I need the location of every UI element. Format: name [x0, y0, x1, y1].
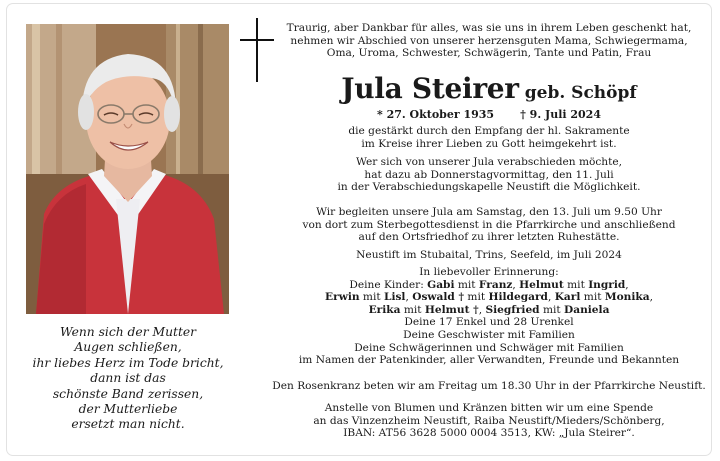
intro-text	[268, 22, 710, 60]
birth-date: * 27. Oktober 1935	[376, 108, 495, 121]
text-span: ,	[512, 278, 520, 291]
rosary-text: Den Rosenkranz beten wir am Freitag um 18.30 Uhr in der Pfarrkirche Neustift.	[272, 380, 706, 392]
child-name: Ingrid	[588, 278, 626, 291]
family-section	[268, 266, 710, 367]
child-name: Lisl	[384, 291, 406, 304]
farewell-paragraph	[268, 156, 710, 194]
text-span: ,	[649, 291, 653, 304]
text-span: mit	[464, 291, 489, 304]
child-name: Helmut †	[424, 303, 479, 316]
child-name: Daniela	[564, 303, 610, 316]
children-line	[268, 279, 710, 292]
text-line: auf den Ortsfriedhof zu ihrer letzten Ruhestätte.	[358, 231, 620, 244]
child-name: Karl	[554, 291, 581, 304]
text-span: Deine Kinder:	[349, 278, 428, 291]
donation-notice	[268, 402, 710, 440]
siblings-line: Deine Geschwister mit Familien	[403, 328, 575, 341]
poem-line: schönste Band zerissen,	[52, 386, 204, 401]
grandchildren-line: Deine 17 Enkel und 28 Urenkel	[404, 316, 574, 329]
children-line	[268, 291, 710, 304]
poem-line: Wenn sich der Mutter	[59, 325, 197, 339]
deceased-name	[268, 72, 710, 110]
poem-line: ihr liebes Herz im Tode bricht,	[32, 355, 224, 370]
text-line: Anstelle von Blumen und Kränzen bitten wir um eine Spende	[324, 402, 654, 414]
text-span: ,	[478, 303, 486, 316]
intro-line: Oma, Uroma, Schwester, Schwägerin, Tante und Patin, Frau	[326, 47, 652, 60]
text-line: im Kreise ihrer Lieben zu Gott heimgekehrt ist.	[361, 137, 617, 150]
child-name: Franz	[478, 278, 513, 291]
life-dates	[268, 108, 710, 121]
intro-line: nehmen wir Abschied von unserer herzensguten Mama, Schwiegermama,	[290, 34, 688, 47]
child-name: Monika	[604, 291, 650, 304]
text-span: ,	[547, 291, 555, 304]
intro-line: Traurig, aber Dankbar für alles, was sie uns in ihrem Leben geschenkt hat,	[286, 22, 692, 34]
family-heading: In liebevoller Erinnerung:	[419, 266, 559, 278]
memorial-poem	[22, 325, 234, 433]
child-name: Gabi	[427, 278, 455, 291]
text-line: hat dazu ab Donnerstagvormittag, den 11. Juli	[364, 168, 614, 181]
text-span: mit	[539, 303, 565, 316]
text-span: ,	[625, 278, 629, 291]
portrait-photo	[26, 24, 229, 314]
poem-line: Augen schließen,	[74, 340, 182, 355]
text-span: mit	[563, 278, 589, 291]
text-line: Wir begleiten unsere Jula am Samstag, den 13. Juli um 9.50 Uhr	[316, 206, 662, 218]
name-text: Jula Steirer	[341, 72, 519, 105]
child-name: Erika	[368, 303, 401, 316]
poem-line: dann ist das	[90, 371, 166, 386]
text-span: mit	[454, 278, 479, 291]
maiden-name: geb. Schöpf	[524, 83, 637, 103]
death-date: † 9. Juli 2024	[520, 108, 601, 121]
text-span: mit	[400, 303, 425, 316]
text-span: mit	[580, 291, 605, 304]
text-line: an das Vinzenzheim Neustift, Raiba Neustift/Mieders/Schönberg,	[313, 414, 665, 427]
child-name: Hildegard	[488, 291, 548, 304]
rosary-notice	[268, 380, 710, 393]
place-date	[268, 249, 710, 262]
text-line: Wer sich von unserer Jula verabschieden möchte,	[355, 156, 623, 168]
funeral-paragraph	[268, 206, 710, 244]
sacrament-paragraph	[268, 125, 710, 150]
in-laws-line: Deine Schwägerinnen und Schwäger mit Familien	[354, 341, 624, 354]
text-line: IBAN: AT56 3628 5000 0004 3513, KW: „Jula Steirer“.	[343, 427, 635, 440]
text-span: ,	[405, 291, 413, 304]
poem-line: der Mutterliebe	[78, 402, 178, 417]
text-span: mit	[359, 291, 384, 304]
godchildren-line: im Namen der Patenkinder, aller Verwandten, Freunde und Bekannten	[298, 354, 680, 367]
poem-line: ersetzt man nicht.	[71, 417, 185, 432]
text-line: die gestärkt durch den Empfang der hl. Sakramente	[348, 125, 630, 137]
text-line: in der Verabschiedungskapelle Neustift die Möglichkeit.	[337, 181, 641, 194]
child-name: Erwin	[325, 291, 360, 304]
child-name: Oswald †	[412, 291, 465, 304]
child-name: Helmut	[519, 278, 564, 291]
child-name: Siegfried	[485, 303, 540, 316]
children-line	[268, 304, 710, 317]
place-date-text: Neustift im Stubaital, Trins, Seefeld, im Juli 2024	[356, 249, 622, 261]
text-line: von dort zum Sterbegottesdienst in die Pfarrkirche und anschließend	[302, 218, 676, 231]
